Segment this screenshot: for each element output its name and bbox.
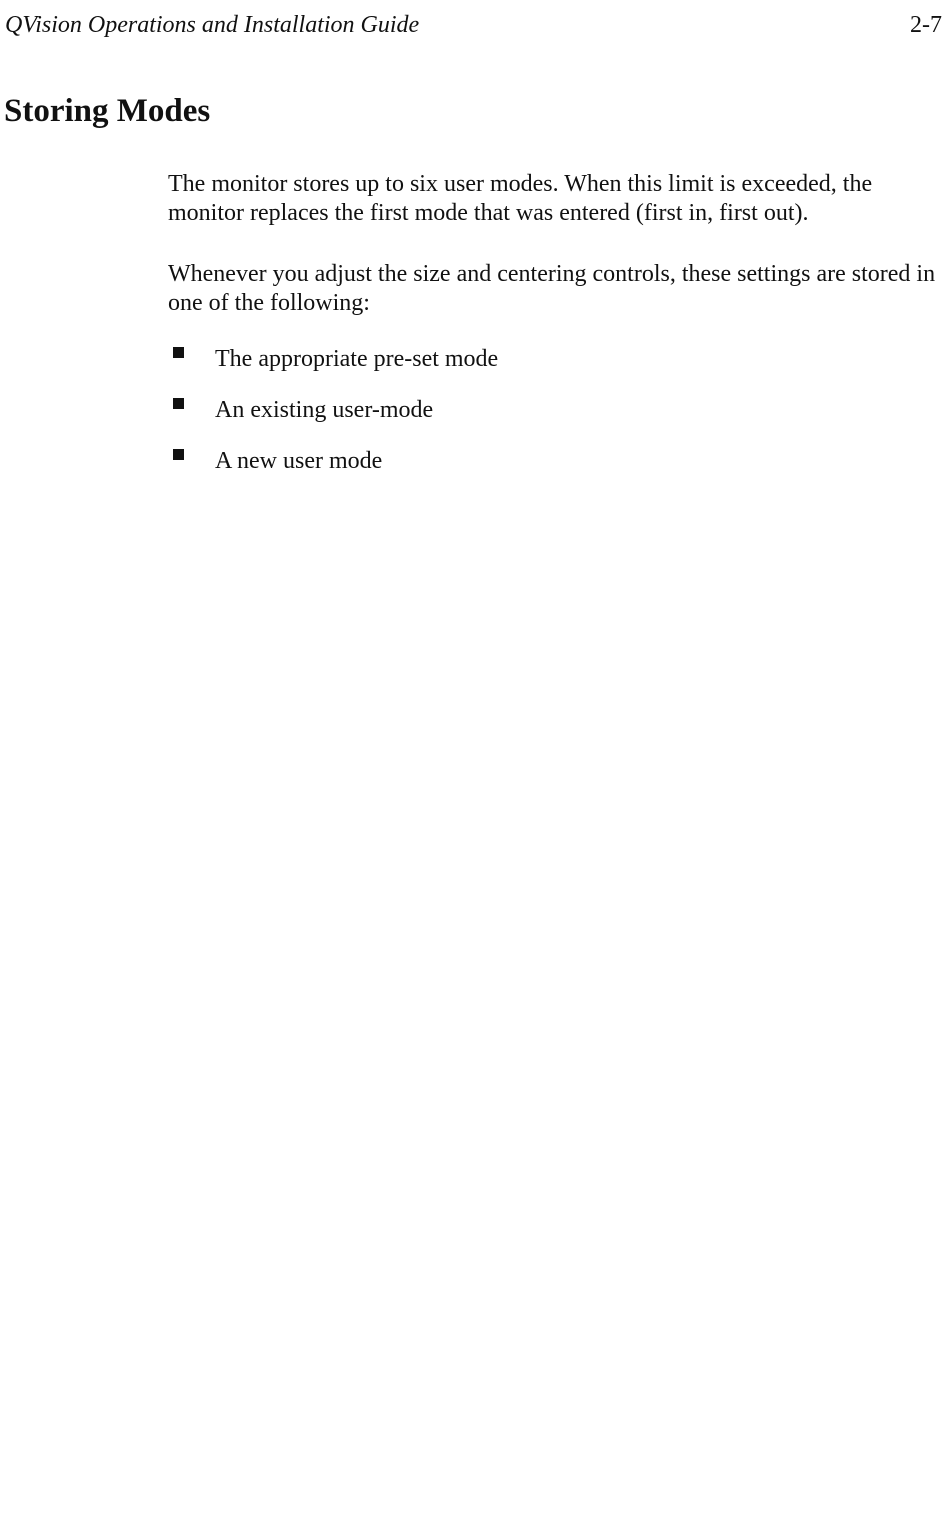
paragraph-settings-storage: Whenever you adjust the size and centering controls, these settings are stored in one of the following:	[168, 261, 936, 316]
running-header	[0, 0, 950, 50]
guide-title: QVision Operations and Installation Guide	[5, 12, 420, 38]
list-item-text: An existing user-mode	[215, 397, 434, 423]
list-item-text: The appropriate pre-set mode	[215, 346, 499, 372]
storage-options-list	[168, 341, 928, 494]
list-item	[168, 341, 928, 392]
list-item	[168, 392, 928, 443]
paragraph-mode-limit: The monitor stores up to six user modes. When this limit is exceeded, the monitor replaces the first mode that was entered (first in, first out).	[168, 171, 873, 226]
square-bullet-icon	[173, 449, 184, 460]
page-number: 2-7	[910, 12, 942, 38]
list-item-text: A new user mode	[215, 448, 383, 474]
section-heading: Storing Modes	[4, 93, 211, 129]
square-bullet-icon	[173, 398, 184, 409]
list-item	[168, 443, 928, 494]
square-bullet-icon	[173, 347, 184, 358]
